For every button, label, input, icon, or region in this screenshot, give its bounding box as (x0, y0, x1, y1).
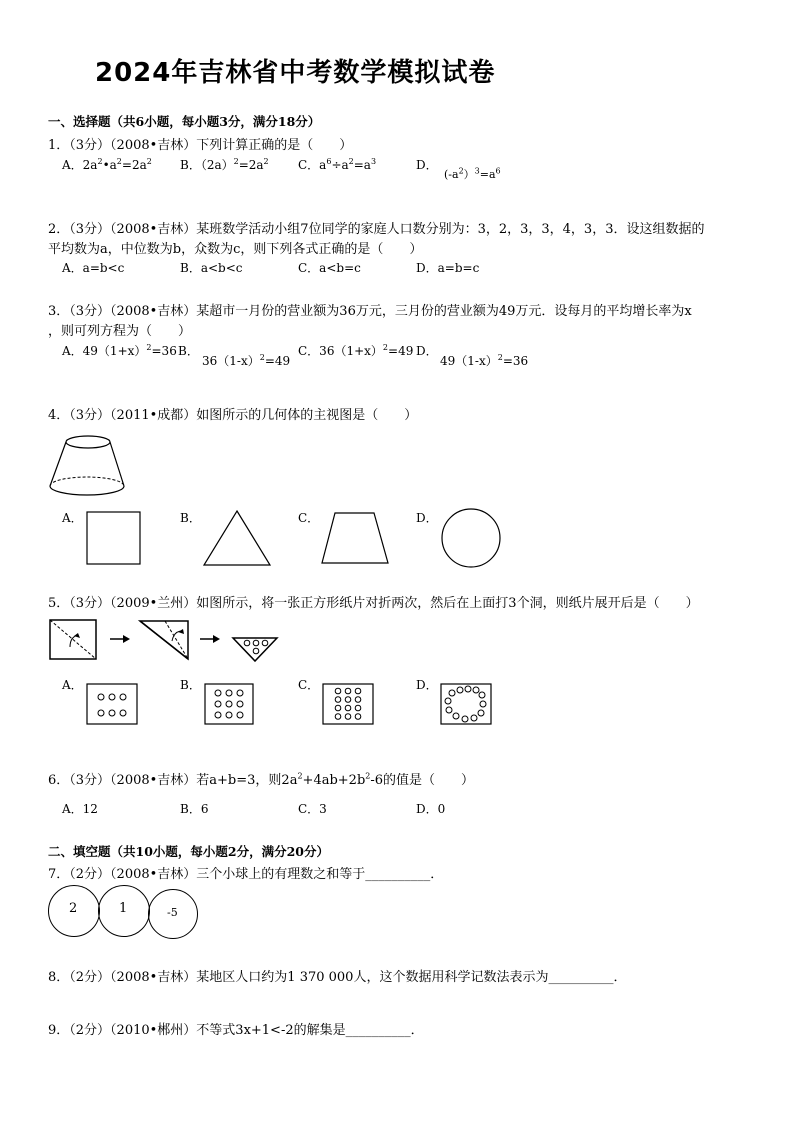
q3-option-b-label[interactable]: B． (178, 344, 199, 358)
q2-option-c[interactable]: C．a<b=c (298, 261, 361, 275)
ball-1 (48, 885, 100, 937)
q6-option-c[interactable]: C．3 (298, 802, 327, 816)
q3-option-d-label[interactable]: D． (416, 344, 438, 358)
ball-2 (98, 885, 150, 937)
q1-option-a[interactable]: A．$2a^2•a^2=2a^2$ (62, 157, 152, 172)
q5-option-a-figure[interactable] (86, 683, 138, 725)
q4-option-a-square[interactable] (86, 511, 142, 565)
question-5-stem: 5．（3分）（2009•兰州）如图所示，将一张正方形纸片对折两次，然后在上面打3个洞，则纸片展开后是（ ） (48, 596, 699, 611)
question-7-stem: 7．（2分）（2008•吉林）三个小球上的有理数之和等于__________． (48, 867, 444, 882)
q3-option-b-expr: $36(1-x)^2=49$ (202, 353, 291, 368)
q1-option-b[interactable]: B．$(2a)^2=2a^2$ (180, 157, 269, 172)
question-2-stem-line2: 平均数为a，中位数为b，众数为c，则下列各式正确的是（ ） (48, 242, 423, 257)
q5-option-a-label[interactable]: A． (62, 678, 83, 692)
q6-option-d[interactable]: D．0 (416, 802, 446, 816)
q3-option-d-expr: $49(1-x)^2=36$ (440, 353, 529, 368)
q1-option-d-expr: $(-a^2)^3=a^6$ (444, 166, 501, 181)
q6-option-b[interactable]: B．6 (180, 802, 209, 816)
question-1-stem: 1．（3分）（2008•吉林）下列计算正确的是（ ） (48, 138, 353, 153)
ball-1-value: 2 (69, 901, 78, 916)
page-title: 2024年吉林省中考数学模拟试卷 (95, 58, 496, 88)
q5-option-c-label[interactable]: C． (298, 678, 320, 692)
question-8-stem: 8．（2分）（2008•吉林）某地区人口约为1 370 000人，这个数据用科学记数法表示为__________． (48, 970, 627, 985)
frustum-figure (45, 430, 130, 502)
q4-option-d-label[interactable]: D． (416, 511, 438, 525)
q1-option-c[interactable]: C．$a^6\div a^2=a^3$ (298, 157, 377, 172)
question-3-stem-line1: 3．（3分）（2008•吉林）某超市一月份的营业额为36万元，三月份的营业额为49万元．设每月的平均增长率为x (48, 304, 692, 319)
q6-option-a[interactable]: A．12 (62, 802, 98, 816)
ball-3-value: -5 (167, 906, 178, 919)
q5-option-d-figure[interactable] (440, 683, 492, 725)
question-4-stem: 4．（3分）（2011•成都）如图所示的几何体的主视图是（ ） (48, 408, 418, 423)
q4-option-b-label[interactable]: B． (180, 511, 201, 525)
q1-option-d-label[interactable]: D． (416, 158, 438, 172)
q2-option-d[interactable]: D．a=b=c (416, 261, 480, 275)
section-heading-choice: 一、选择题（共6小题，每小题3分，满分18分） (48, 114, 321, 129)
q4-option-d-circle[interactable] (440, 507, 502, 569)
q5-option-d-label[interactable]: D． (416, 678, 438, 692)
paper-folding-figure (48, 617, 280, 665)
q3-option-c[interactable]: C．$36(1+x)^2=49$ (298, 343, 414, 358)
q5-option-b-figure[interactable] (204, 683, 254, 725)
q5-option-b-label[interactable]: B． (180, 678, 201, 692)
q4-option-b-triangle[interactable] (202, 509, 272, 567)
q3-option-a[interactable]: A．$49(1+x)^2=36$ (62, 343, 177, 358)
q5-option-c-figure[interactable] (322, 683, 374, 725)
question-3-stem-line2: ，则可列方程为（ ） (48, 324, 192, 339)
q4-option-a-label[interactable]: A． (62, 511, 83, 525)
question-2-stem-line1: 2．（3分）（2008•吉林）某班数学活动小组7位同学的家庭人口数分别为：3，2，3，3，4，3，3．设这组数据的 (48, 222, 705, 237)
question-6-stem: 6．（3分）（2008•吉林）若a+b=3，则$2a^2+4ab+2b^2-6$的值是（ ） (48, 771, 475, 788)
section-heading-fill: 二、填空题（共10小题，每小题2分，满分20分） (48, 844, 329, 859)
ball-3 (148, 889, 198, 939)
question-9-stem: 9．（2分）（2010•郴州）不等式3x+1<-2的解集是__________． (48, 1023, 424, 1038)
q4-option-c-trapezoid[interactable] (320, 511, 390, 565)
ball-2-value: 1 (119, 901, 128, 916)
q2-option-b[interactable]: B．a<b<c (180, 261, 243, 275)
q4-option-c-label[interactable]: C． (298, 511, 320, 525)
q2-option-a[interactable]: A．a=b<c (62, 261, 125, 275)
